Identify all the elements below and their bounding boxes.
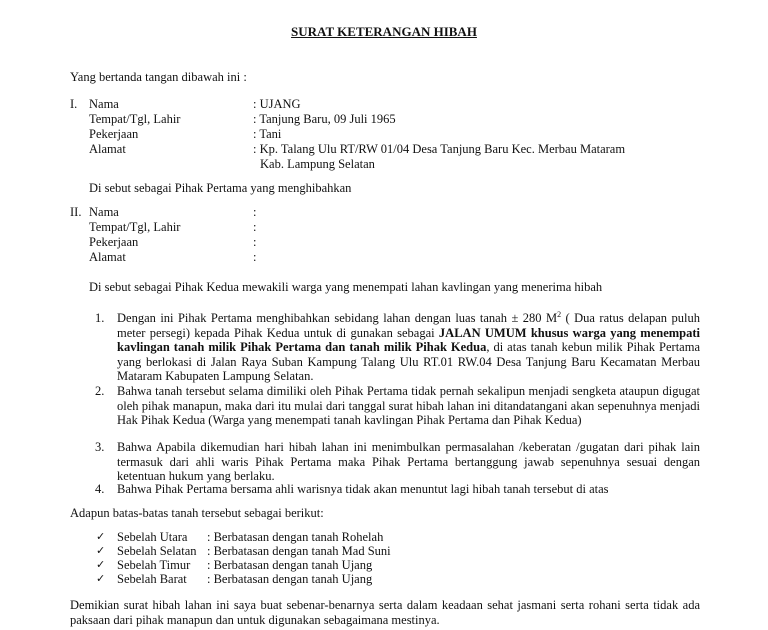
boundary-south-value: : Berbatasan dengan tanah Mad Suni: [207, 544, 391, 558]
party1-roman: I.: [70, 97, 78, 111]
party2-roman: II.: [70, 205, 82, 219]
party1-birth-label: Tempat/Tgl, Lahir: [89, 112, 181, 126]
party1-caption: Di sebut sebagai Pihak Pertama yang menghibahkan: [89, 181, 352, 195]
point-3-text: Bahwa Apabila dikemudian hari hibah lahan ini menimbulkan permasalahan /keberatan /gugatan dari pihak lain termasuk dari ahli waris Pihak Pertama maka Pihak Pertama bertanggung jawab sepenuhnya sesuai dengan ketentuan hukum yang berlaku.: [117, 440, 700, 483]
point-1-text: [117, 311, 700, 384]
party2-job-value: :: [253, 235, 257, 249]
boundary-south-label: Sebelah Selatan: [117, 544, 197, 558]
point-2-text: Bahwa tanah tersebut selama dimiliki oleh Pihak Pertama tidak pernah sekalipun menjadi sengketa ataupun digugat oleh pihak manapun, maka dari itu mulai dari tanggal surat hibah lahan ini ditandatangani akan sepenuhnya menjadi Hak Pihak Kedua (Warga yang menempati tanah kavlingan Pihak Pertama dan Pihak Kedua): [117, 384, 700, 427]
boundary-west-label: Sebelah Barat: [117, 572, 187, 586]
party2-birth-label: Tempat/Tgl, Lahir: [89, 220, 181, 234]
closing-text: Demikian surat hibah lahan ini saya buat sebenar-benarnya serta dalam keadaan sehat jasmani serta rohani serta tidak ada paksaan dari pihak manapun dan untuk digunakan sebagaimana mestinya.: [70, 598, 700, 627]
boundary-north-label: Sebelah Utara: [117, 530, 188, 544]
point-4-text: Bahwa Pihak Pertama bersama ahli warisnya tidak akan menuntut lagi hibah tanah tersebut di atas: [117, 482, 609, 496]
point-1-text-c: , di atas tanah kebun milik Pihak Pertama yang berlokasi di Jalan Raya Suban Kampung Talang Ulu RT.01 RW.04 Desa Tanjung Baru Kecamatan Merbau Mataram Kabupaten Lampung Selatan.: [117, 340, 700, 383]
boundary-east-value: : Berbatasan dengan tanah Ujang: [207, 558, 373, 572]
check-icon: ✓: [96, 530, 106, 543]
boundary-east-label: Sebelah Timur: [117, 558, 191, 572]
document-title: SURAT KETERANGAN HIBAH: [291, 24, 477, 39]
point-1-number: 1.: [95, 311, 105, 325]
party1-name-value: : UJANG: [253, 97, 301, 111]
intro-text: Yang bertanda tangan dibawah ini :: [70, 70, 247, 84]
point-1-text-b: ( Dua ratus delapan puluh meter persegi) kepada Pihak Kedua untuk di gunakan sebagai: [117, 311, 700, 340]
check-icon: ✓: [96, 558, 106, 571]
boundary-west-value: : Berbatasan dengan tanah Ujang: [207, 572, 373, 586]
point-1-bold-text: JALAN UMUM khusus warga yang menempati kavlingan tanah milik Pihak Pertama dan tanah milik Pihak Kedua: [117, 325, 701, 354]
point-4-number: 4.: [95, 482, 105, 496]
party2-caption: Di sebut sebagai Pihak Kedua mewakili warga yang menempati lahan kavlingan yang menerima hibah: [89, 280, 603, 294]
party1-name-label: Nama: [89, 97, 119, 111]
party1-job-label: Pekerjaan: [89, 127, 139, 141]
party2-name-value: :: [253, 205, 257, 219]
party1-job-value: : Tani: [253, 127, 282, 141]
party1-address-line2: Kab. Lampung Selatan: [260, 157, 375, 171]
check-icon: ✓: [96, 572, 106, 585]
party2-name-label: Nama: [89, 205, 119, 219]
boundary-north-value: : Berbatasan dengan tanah Rohelah: [207, 530, 384, 544]
point-1-text-a: Dengan ini Pihak Pertama menghibahkan sebidang lahan dengan luas tanah ± 280 M: [117, 311, 558, 325]
point-3-number: 3.: [95, 440, 105, 454]
point-2-number: 2.: [95, 384, 105, 398]
point-1-superscript: 2: [557, 310, 562, 319]
boundaries-intro: Adapun batas-batas tanah tersebut sebagai berikut:: [70, 506, 324, 520]
party2-address-value: :: [253, 250, 257, 264]
party2-address-label: Alamat: [89, 250, 126, 264]
party1-address-value: : Kp. Talang Ulu RT/RW 01/04 Desa Tanjung Baru Kec. Merbau Mataram: [253, 142, 626, 156]
check-icon: ✓: [96, 544, 106, 557]
party1-address-label: Alamat: [89, 142, 126, 156]
party2-job-label: Pekerjaan: [89, 235, 139, 249]
party2-birth-value: :: [253, 220, 257, 234]
party1-birth-value: : Tanjung Baru, 09 Juli 1965: [253, 112, 396, 126]
